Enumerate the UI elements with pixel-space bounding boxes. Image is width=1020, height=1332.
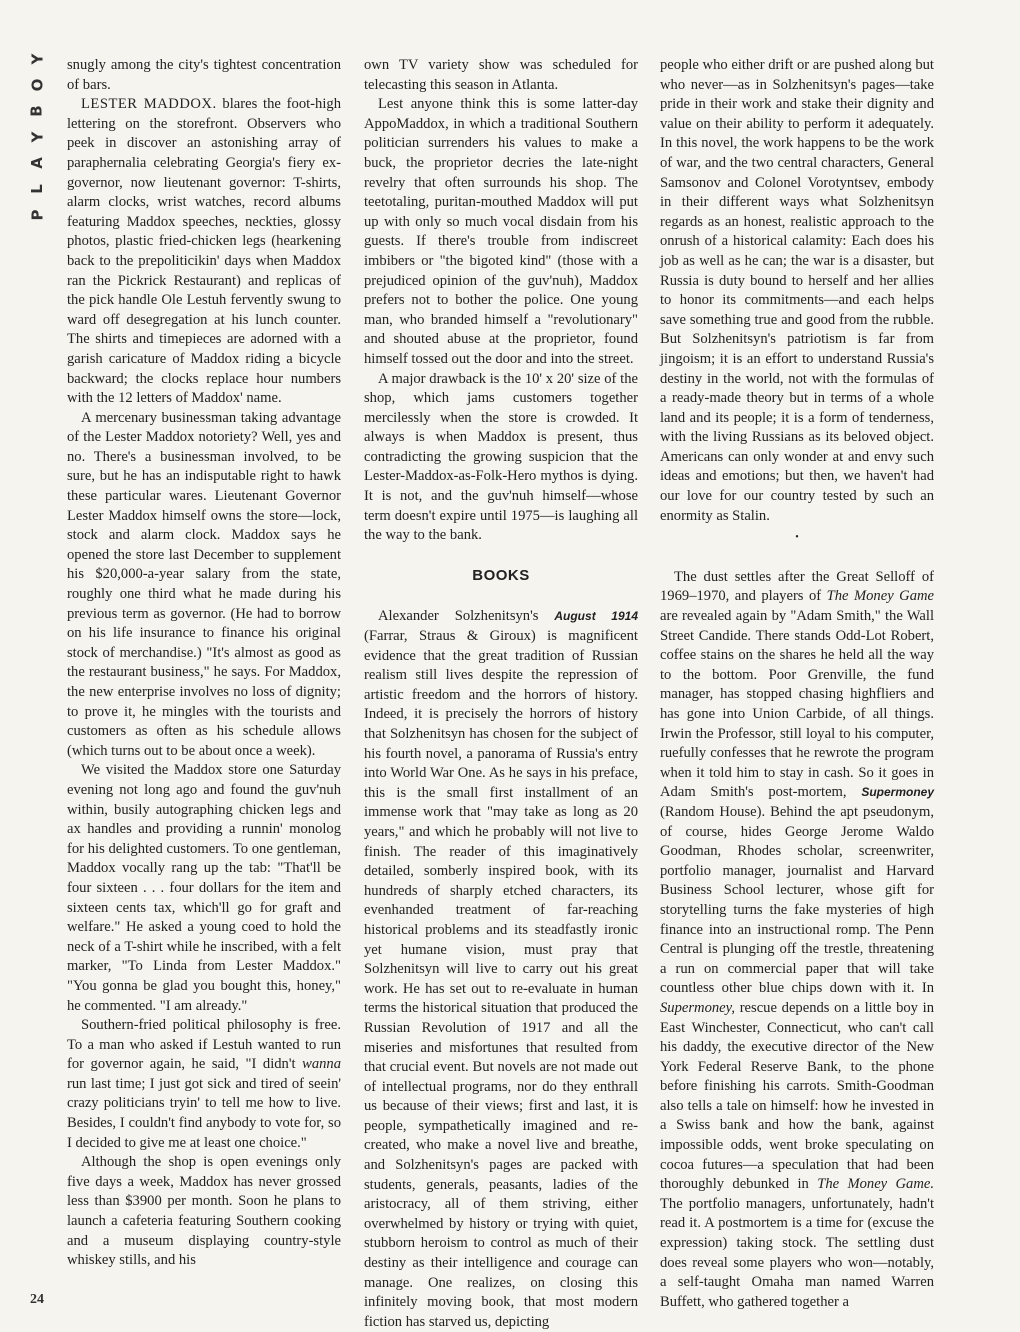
paragraph: Lest anyone think this is some latter-day AppoMaddox, in which a traditional Southern politician surrenders his values to make a buck, the proprietor decries the late-night revelry that often surrounds his shop. The teetotaling, puritan-mouthed Maddox will put up with only so much vocal disdain from his guests. If there's trouble from indiscreet imbibers or "the bigoted kind" (those with a prejudiced opinion of the guv'nuh), Maddox prefers not to bother the police. One young man, who branded himself a "revolutionary" and shouted abuse at the proprietor, found himself tossed out the door and into the street. [364,96,638,367]
section-bullet: • [795,532,799,544]
book-title: Supermoney [861,785,934,800]
column-2 [364,56,638,1332]
column-1 [67,56,341,1271]
paragraph-text: Southern-fried political philosophy is free. To a man who asked if Lestuh wanted to run for governor again, he said, "I didn't [67,1017,341,1073]
logo-letter: P [28,209,46,221]
paragraph: Although the shop is open evenings only five days a week, Maddox has never grossed less than $3900 per month. Soon he plans to launch a cafeteria featuring Southern cooking and a museum displaying country-style whiskey stills, and his [67,1154,341,1269]
paragraph-text: blares the foot-high lettering on the storefront. Observers who peek in discover an astonishing array of paraphernalia celebrating Georgia's fiery ex-governor, now lieutenant governor: T-shirts, alarm clocks, wrist watches, record albums featuring Maddox speeches, neckties, glossy photos, plastic fried-chicken legs (hearkening back to the prepoliticikin' days when Maddox ran the Pickrick Restaurant) and replicas of the pick handle Ole Lestuh fervently swung to ward off desegregation at his lunch counter. The shirts and timepieces are adorned with a garish caricature of Maddox riding a bicycle backward; the clocks replace hour numbers with the 12 letters of Maddox' name. [67,96,341,407]
book-title: Supermoney, [660,999,735,1016]
paragraph [67,95,341,409]
section-heading: BOOKS [472,566,530,584]
paragraph: snugly among the city's tightest concentration of bars. [67,57,341,93]
paragraph: A mercenary businessman taking advantage of the Lester Maddox notoriety? Well, yes and no. There's a businessman involved, to be sure, but he has an indisputable right to hawk these particular wares. Lieutenant Governor Lester Maddox himself owns the store—lock, stock and alarm clock. Maddox says he opened the store last December to supplement his $20,000-a-year salary from the state, roughly one third what he made during his previous term as governor. (He had to borrow on his life insurance to finance his original stock of merchandise.) "It's almost as good as the restaurant business," he says. For Maddox, the new enterprise involves no loss of dignity; to prove it, he mingles with the tourists and customers as often as his schedule allows (which turns out to be about once a week). [67,409,341,759]
logo-letter: Y [28,53,46,65]
emphasis: wanna [302,1056,342,1073]
paragraph [67,1016,341,1153]
book-title: August 1914 [554,609,638,624]
column-3 [660,56,934,1312]
magazine-logo-vertical [26,46,48,228]
paragraph: people who either drift or are pushed along but who never—as in Solzhenitsyn's pages—take pride in their work and stake their dignity and value on their ability to perform it adequately. In this novel, the work happens to be the work of war, and the two central characters, General Samsonov and Colonel Vorotyntsev, embody in their different ways what Solzhenitsyn regards as an honest, realistic approach to the onrush of a historical calamity: Each does his job as well as he can; the war is a disaster, but Russia is duty bound to herself and her allies to honor its commitments—and each helps save something true and good from the rubble. But Solzhenitsyn's patriotism is far from jingoism; it is an effort to understand Russia's destiny in the world, not with the formulas of a ready-made theory but in terms of a whole land and its people; it is a form of tenderness, with the living Russians as its beloved object. Americans can only wonder at and envy such ideas and emotions; but then, we haven't had our love for our country tested by such an enormity as Stalin. [660,57,934,524]
paragraph-text: rescue depends on a little boy in East Winchester, Connecticut, who can't call his daddy, the executive director of the New York Federal Reserve Bank, to the phone before finishing his carrots. Smith-Goodman also tells a tale on himself: how he invested in a Swiss bank and how the bank, against impossible odds, went broke speculating on cocoa futures—a speculation that had been thoroughly debunked in [660,999,934,1193]
paragraph-text: The dust settles after the Great Selloff of 1969–1970, and players of [660,568,934,605]
logo-letter: O [27,78,46,92]
paragraph-text: Alexander Solzhenitsyn's [378,608,539,625]
paragraph-text: run last time; I just got sick and tired of seein' crazy politicians tryin' to tell me how to live. Besides, I couldn't find anybody to vote for, so I decided to give me at least one choice." [67,1075,341,1151]
book-title: The Money Game [826,588,935,605]
page-number: 24 [30,1292,44,1307]
paragraph [660,568,934,1313]
paragraph: own TV variety show was scheduled for telecasting this season in Atlanta. [364,57,638,93]
logo-letter: L [28,184,46,194]
book-title: The Money Game. [817,1176,934,1193]
storefront-lettering: LESTER MADDOX. [81,96,217,113]
paragraph: A major drawback is the 10' x 20' size of the shop, which jams customers together mercilessly when the store is crowded. It always is when Maddox is present, thus contradicting the growing suspicion that the Lester-Maddox-as-Folk-Hero mythos is dying. It is not, and the guv'nuh himself—whose term doesn't expire until 1975—is laughing all the way to the bank. [364,370,638,544]
logo-letter: B [28,105,46,117]
paragraph-text: The portfolio managers, unfortunately, hadn't read it. A postmortem is a time for (excuse the expression) taking stock. The settling dust does reveal some players who won—notably, a self-taught Omaha man named Warren Buffett, who gathered together a [660,1195,934,1310]
paragraph [364,607,638,1332]
paragraph-text: are revealed again by "Adam Smith," the Wall Street Candide. There stands Odd-Lot Robert, coffee stains on the shares he held all the way to the bottom. Poor Grenville, the fund manager, has stopped chasing highfliers and has gone into Union Carbide, of all things. Irwin the Professor, still loyal to his computer, ruefully confesses that he rewrote the program when it told him to stay in cash. So it goes in Adam Smith's post-mortem, [660,608,934,801]
logo-letter: A [27,157,46,169]
paragraph-text: (Random House). Behind the apt pseudonym, of course, hides George Jerome Waldo Goodman, Rhodes scholar, screenwriter, portfolio manager, journalist and Harvard Business School lecturer, whose gift for storytelling turns the fake mysteries of high finance into an instructional romp. The Penn Central is plunging off the trestle, threatening a run on commercial paper that will take countless other blue chips down with it. In [660,803,934,997]
paragraph-text: (Farrar, Straus & Giroux) is magnificent evidence that the great tradition of Russian realism still lives despite the repression of artistic freedom and the horrors of history. Indeed, it is precisely the horrors of history that Solzhenitsyn has chosen for the subject of his fourth novel, a panorama of Russia's entry into World War One. As he says in his preface, this is the small first installment of an immense work that "may take as long as 20 years," and which he probably will not live to finish. The reader of this imaginatively detailed, somberly inspired book, with its hundreds of sharply etched characters, its evenhanded treatment of far-reaching historical problems and its steadfastly ironic yet humane vision, must pray that Solzhenitsyn will live to carry out his great work. He has set out to re-evaluate in human terms the historical situation that produced the Russian Revolution of 1917 and all the miseries and misfortunes that resulted from that crucial event. But novels are not made out of intellectual programs, nor do they enthrall us because of their views; first and last, it is people, sympathetically imagined and re-created, who make a novel live and breathe, and Solzhenitsyn's pages are packed with students, generals, peasants, ladies of the aristocracy, all of them striving, either overwhelmed by history or trying with quiet, stubborn heroism to control as much of their destiny as their intelligence and courage can manage. One realizes, on closing this infinitely moving book, that most modern fiction has starved us, depicting [364,628,638,1330]
logo-letter: Y [28,131,46,143]
paragraph: We visited the Maddox store one Saturday evening not long ago and found the guv'nuh within, busily autographing chicken legs and ax handles and providing a runnin' monolog for his delighted customers. To one gentleman, Maddox vocally rang up the tab: "That'll be four sixteen . . . four dollars for the item and sixteen cents tax, which'll go for graft and welfare." He asked a young coed to hold the neck of a T-shirt while he inscribed, with a felt marker, "To Linda from Lester Maddox." "You gonna be glad you bought this, honey," he commented. "I am already." [67,762,341,1014]
